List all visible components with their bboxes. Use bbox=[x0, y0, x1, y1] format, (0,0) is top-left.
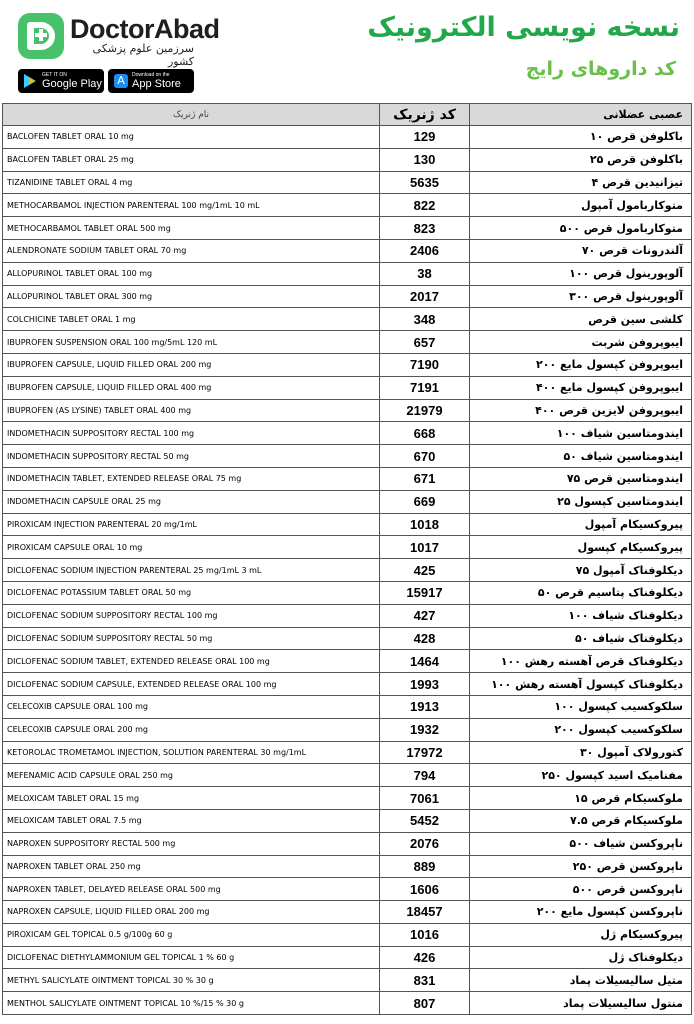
drug-code: 5452 bbox=[380, 809, 470, 832]
table-row bbox=[3, 194, 692, 217]
drug-code: 7191 bbox=[380, 376, 470, 399]
drug-persian-name: آلوپورینول قرص ۳۰۰ bbox=[470, 285, 692, 308]
app-store-icon: A bbox=[114, 74, 127, 88]
app-store-button[interactable] bbox=[108, 69, 194, 93]
drug-persian-name: آلوپورینول قرص ۱۰۰ bbox=[470, 262, 692, 285]
drug-code: 2406 bbox=[380, 239, 470, 262]
table-row bbox=[3, 353, 692, 376]
drug-persian-name: ملوکسیکام قرص ۱۵ bbox=[470, 787, 692, 810]
table-row bbox=[3, 627, 692, 650]
drug-persian-name: ناپروکسن قرص ۵۰۰ bbox=[470, 878, 692, 901]
drug-persian-name: دیکلوفناک شیاف ۵۰ bbox=[470, 627, 692, 650]
drug-persian-name: ایبوپروفن لایزین قرص ۴۰۰ bbox=[470, 399, 692, 422]
drug-persian-name: ملوکسیکام قرص ۷.۵ bbox=[470, 809, 692, 832]
drug-persian-name: پیروکسیکام کپسول bbox=[470, 536, 692, 559]
drug-code: 670 bbox=[380, 445, 470, 468]
drug-persian-name: ایندومتاسین شیاف ۱۰۰ bbox=[470, 422, 692, 445]
drug-code: 130 bbox=[380, 148, 470, 171]
table-row bbox=[3, 695, 692, 718]
drug-code: 1913 bbox=[380, 695, 470, 718]
table-row bbox=[3, 331, 692, 354]
brand-name[interactable]: DoctorAbad bbox=[70, 14, 220, 44]
drug-code: 657 bbox=[380, 331, 470, 354]
table-header-row bbox=[3, 104, 692, 126]
drug-english-name: DICLOFENAC DIETHYLAMMONIUM GEL TOPICAL 1 % 60 g bbox=[3, 946, 380, 969]
table-row bbox=[3, 809, 692, 832]
drug-persian-name: ناپروکسن کپسول مایع ۲۰۰ bbox=[470, 901, 692, 924]
drug-english-name: NAPROXEN SUPPOSITORY RECTAL 500 mg bbox=[3, 832, 380, 855]
drug-code: 5635 bbox=[380, 171, 470, 194]
drug-english-name: METHOCARBAMOL TABLET ORAL 500 mg bbox=[3, 217, 380, 240]
drug-english-name: MENTHOL SALICYLATE OINTMENT TOPICAL 10 %/15 % 30 g bbox=[3, 992, 380, 1015]
drug-code: 348 bbox=[380, 308, 470, 331]
drug-english-name: KETOROLAC TROMETAMOL INJECTION, SOLUTION PARENTERAL 30 mg/1mL bbox=[3, 741, 380, 764]
drug-english-name: PIROXICAM GEL TOPICAL 0.5 g/100g 60 g bbox=[3, 923, 380, 946]
doctorabad-logo-icon[interactable] bbox=[18, 13, 64, 59]
drug-persian-name: سلکوکسیب کپسول ۲۰۰ bbox=[470, 718, 692, 741]
drug-code: 1932 bbox=[380, 718, 470, 741]
drug-english-name: METHOCARBAMOL INJECTION PARENTERAL 100 mg/1mL 10 mL bbox=[3, 194, 380, 217]
table-row bbox=[3, 399, 692, 422]
drug-english-name: BACLOFEN TABLET ORAL 10 mg bbox=[3, 126, 380, 149]
table-row bbox=[3, 923, 692, 946]
drug-english-name: NAPROXEN TABLET, DELAYED RELEASE ORAL 500 mg bbox=[3, 878, 380, 901]
drug-english-name: ALENDRONATE SODIUM TABLET ORAL 70 mg bbox=[3, 239, 380, 262]
drug-persian-name: مفنامیک اسید کپسول ۲۵۰ bbox=[470, 764, 692, 787]
table-row bbox=[3, 467, 692, 490]
drug-code: 7061 bbox=[380, 787, 470, 810]
drug-english-name: DICLOFENAC SODIUM INJECTION PARENTERAL 25 mg/1mL 3 mL bbox=[3, 559, 380, 582]
drug-english-name: PIROXICAM CAPSULE ORAL 10 mg bbox=[3, 536, 380, 559]
drug-persian-name: ایندومتاسین شیاف ۵۰ bbox=[470, 445, 692, 468]
drug-english-name: CELECOXIB CAPSULE ORAL 200 mg bbox=[3, 718, 380, 741]
google-play-icon bbox=[24, 74, 37, 88]
drug-persian-name: دیکلوفناک کپسول آهسته رهش ۱۰۰ bbox=[470, 673, 692, 696]
table-row bbox=[3, 285, 692, 308]
drug-english-name: CELECOXIB CAPSULE ORAL 100 mg bbox=[3, 695, 380, 718]
table-row bbox=[3, 992, 692, 1015]
table-row bbox=[3, 536, 692, 559]
table-row bbox=[3, 581, 692, 604]
table-row bbox=[3, 650, 692, 673]
table-row bbox=[3, 217, 692, 240]
drug-persian-name: ایندومتاسین قرص ۷۵ bbox=[470, 467, 692, 490]
table-row bbox=[3, 422, 692, 445]
drug-english-name: DICLOFENAC SODIUM SUPPOSITORY RECTAL 100 mg bbox=[3, 604, 380, 627]
drug-english-name: INDOMETHACIN TABLET, EXTENDED RELEASE ORAL 75 mg bbox=[3, 467, 380, 490]
drug-code: 2017 bbox=[380, 285, 470, 308]
drug-english-name: INDOMETHACIN CAPSULE ORAL 25 mg bbox=[3, 490, 380, 513]
drug-persian-name: دیکلوفناک آمپول ۷۵ bbox=[470, 559, 692, 582]
table-row bbox=[3, 445, 692, 468]
drug-code: 1464 bbox=[380, 650, 470, 673]
drug-code: 668 bbox=[380, 422, 470, 445]
drug-persian-name: سلکوکسیب کپسول ۱۰۰ bbox=[470, 695, 692, 718]
drug-code: 794 bbox=[380, 764, 470, 787]
drug-persian-name: دیکلوفناک ژل bbox=[470, 946, 692, 969]
google-play-label: Google Play bbox=[42, 78, 102, 90]
drug-persian-name: متوکاربامول قرص ۵۰۰ bbox=[470, 217, 692, 240]
drug-english-name: NAPROXEN CAPSULE, LIQUID FILLED ORAL 200 mg bbox=[3, 901, 380, 924]
drug-english-name: DICLOFENAC SODIUM CAPSULE, EXTENDED RELEASE ORAL 100 mg bbox=[3, 673, 380, 696]
drug-code: 669 bbox=[380, 490, 470, 513]
drug-code: 15917 bbox=[380, 581, 470, 604]
header-generic-code: کد ژنریک bbox=[380, 104, 470, 126]
drug-english-name: MELOXICAM TABLET ORAL 15 mg bbox=[3, 787, 380, 810]
drug-code: 21979 bbox=[380, 399, 470, 422]
drug-code: 671 bbox=[380, 467, 470, 490]
drug-english-name: TIZANIDINE TABLET ORAL 4 mg bbox=[3, 171, 380, 194]
google-play-small-label: GET IT ON bbox=[42, 72, 67, 78]
drug-english-name: DICLOFENAC SODIUM TABLET, EXTENDED RELEASE ORAL 100 mg bbox=[3, 650, 380, 673]
drug-code: 822 bbox=[380, 194, 470, 217]
app-store-label: App Store bbox=[132, 78, 181, 90]
drug-code: 831 bbox=[380, 969, 470, 992]
drug-code: 889 bbox=[380, 855, 470, 878]
drug-persian-name: ناپروکسن شیاف ۵۰۰ bbox=[470, 832, 692, 855]
table-row bbox=[3, 490, 692, 513]
drug-persian-name: پیروکسیکام ژل bbox=[470, 923, 692, 946]
drug-code: 1017 bbox=[380, 536, 470, 559]
drug-code: 807 bbox=[380, 992, 470, 1015]
drug-english-name: DICLOFENAC POTASSIUM TABLET ORAL 50 mg bbox=[3, 581, 380, 604]
page-subtitle: کد داروهای رایج bbox=[525, 58, 676, 80]
drug-code: 1993 bbox=[380, 673, 470, 696]
drug-english-name: PIROXICAM INJECTION PARENTERAL 20 mg/1mL bbox=[3, 513, 380, 536]
drug-persian-name: پیروکسیکام آمپول bbox=[470, 513, 692, 536]
drug-english-name: IBUPROFEN SUSPENSION ORAL 100 mg/5mL 120 mL bbox=[3, 331, 380, 354]
table-row bbox=[3, 718, 692, 741]
table-row bbox=[3, 604, 692, 627]
table-row bbox=[3, 901, 692, 924]
drug-code: 1018 bbox=[380, 513, 470, 536]
brand-tagline: سرزمین علوم پزشکی کشور bbox=[92, 42, 194, 68]
drug-code: 17972 bbox=[380, 741, 470, 764]
drug-code: 425 bbox=[380, 559, 470, 582]
drug-code: 427 bbox=[380, 604, 470, 627]
drug-english-name: MEFENAMIC ACID CAPSULE ORAL 250 mg bbox=[3, 764, 380, 787]
drug-persian-name: ایبوپروفن کپسول مایع ۴۰۰ bbox=[470, 376, 692, 399]
drug-code: 38 bbox=[380, 262, 470, 285]
drug-code: 428 bbox=[380, 627, 470, 650]
drug-english-name: DICLOFENAC SODIUM SUPPOSITORY RECTAL 50 mg bbox=[3, 627, 380, 650]
page-header bbox=[0, 0, 694, 100]
table-row bbox=[3, 673, 692, 696]
table-row bbox=[3, 559, 692, 582]
drug-code: 1606 bbox=[380, 878, 470, 901]
drug-english-name: COLCHICINE TABLET ORAL 1 mg bbox=[3, 308, 380, 331]
drug-persian-name: باکلوفن قرص ۲۵ bbox=[470, 148, 692, 171]
header-category: عصبی عضلانی bbox=[470, 104, 692, 126]
table-row bbox=[3, 376, 692, 399]
table-row bbox=[3, 764, 692, 787]
drug-code: 823 bbox=[380, 217, 470, 240]
drug-english-name: INDOMETHACIN SUPPOSITORY RECTAL 100 mg bbox=[3, 422, 380, 445]
drug-persian-name: منتول سالیسیلات پماد bbox=[470, 992, 692, 1015]
drug-persian-name: تیزانیدین قرص ۴ bbox=[470, 171, 692, 194]
table-row bbox=[3, 855, 692, 878]
drug-persian-name: باکلوفن قرص ۱۰ bbox=[470, 126, 692, 149]
table-row bbox=[3, 946, 692, 969]
app-store-small-label: Download on the bbox=[132, 72, 170, 78]
drug-code: 7190 bbox=[380, 353, 470, 376]
drug-persian-name: دیکلوفناک قرص آهسته رهش ۱۰۰ bbox=[470, 650, 692, 673]
drug-persian-name: متیل سالیسیلات پماد bbox=[470, 969, 692, 992]
page-title: نسخه نویسی الکترونیک bbox=[367, 12, 680, 43]
table-row bbox=[3, 171, 692, 194]
drug-persian-name: کتورولاک آمپول ۳۰ bbox=[470, 741, 692, 764]
drug-english-name: NAPROXEN TABLET ORAL 250 mg bbox=[3, 855, 380, 878]
drug-persian-name: ایبوپروفن کپسول مایع ۲۰۰ bbox=[470, 353, 692, 376]
drug-persian-name: متوکاربامول آمپول bbox=[470, 194, 692, 217]
table-row bbox=[3, 513, 692, 536]
table-row bbox=[3, 878, 692, 901]
drug-persian-name: آلندرونات قرص ۷۰ bbox=[470, 239, 692, 262]
drug-persian-name: ایندومتاسین کپسول ۲۵ bbox=[470, 490, 692, 513]
drug-english-name: BACLOFEN TABLET ORAL 25 mg bbox=[3, 148, 380, 171]
drug-code-table bbox=[2, 103, 692, 1015]
drug-code: 18457 bbox=[380, 901, 470, 924]
google-play-button[interactable] bbox=[18, 69, 104, 93]
drug-english-name: IBUPROFEN (AS LYSINE) TABLET ORAL 400 mg bbox=[3, 399, 380, 422]
drug-code: 426 bbox=[380, 946, 470, 969]
drug-english-name: METHYL SALICYLATE OINTMENT TOPICAL 30 % 30 g bbox=[3, 969, 380, 992]
drug-persian-name: کلشی سین قرص bbox=[470, 308, 692, 331]
drug-persian-name: دیکلوفناک پتاسیم قرص ۵۰ bbox=[470, 581, 692, 604]
table-body bbox=[3, 126, 692, 1015]
drug-english-name: MELOXICAM TABLET ORAL 7.5 mg bbox=[3, 809, 380, 832]
drug-persian-name: ایبوپروفن شربت bbox=[470, 331, 692, 354]
table-row bbox=[3, 262, 692, 285]
table-row bbox=[3, 126, 692, 149]
table-row bbox=[3, 741, 692, 764]
table-row bbox=[3, 239, 692, 262]
drug-english-name: IBUPROFEN CAPSULE, LIQUID FILLED ORAL 400 mg bbox=[3, 376, 380, 399]
header-generic-name: نام ژنریک bbox=[3, 104, 380, 126]
table-row bbox=[3, 832, 692, 855]
drug-english-name: ALLOPURINOL TABLET ORAL 100 mg bbox=[3, 262, 380, 285]
drug-english-name: ALLOPURINOL TABLET ORAL 300 mg bbox=[3, 285, 380, 308]
table-row bbox=[3, 787, 692, 810]
drug-code: 1016 bbox=[380, 923, 470, 946]
drug-english-name: IBUPROFEN CAPSULE, LIQUID FILLED ORAL 200 mg bbox=[3, 353, 380, 376]
drug-persian-name: ناپروکسن قرص ۲۵۰ bbox=[470, 855, 692, 878]
drug-english-name: INDOMETHACIN SUPPOSITORY RECTAL 50 mg bbox=[3, 445, 380, 468]
table-row bbox=[3, 969, 692, 992]
drug-code: 129 bbox=[380, 126, 470, 149]
table-row bbox=[3, 308, 692, 331]
drug-code: 2076 bbox=[380, 832, 470, 855]
table-row bbox=[3, 148, 692, 171]
drug-persian-name: دیکلوفناک شیاف ۱۰۰ bbox=[470, 604, 692, 627]
